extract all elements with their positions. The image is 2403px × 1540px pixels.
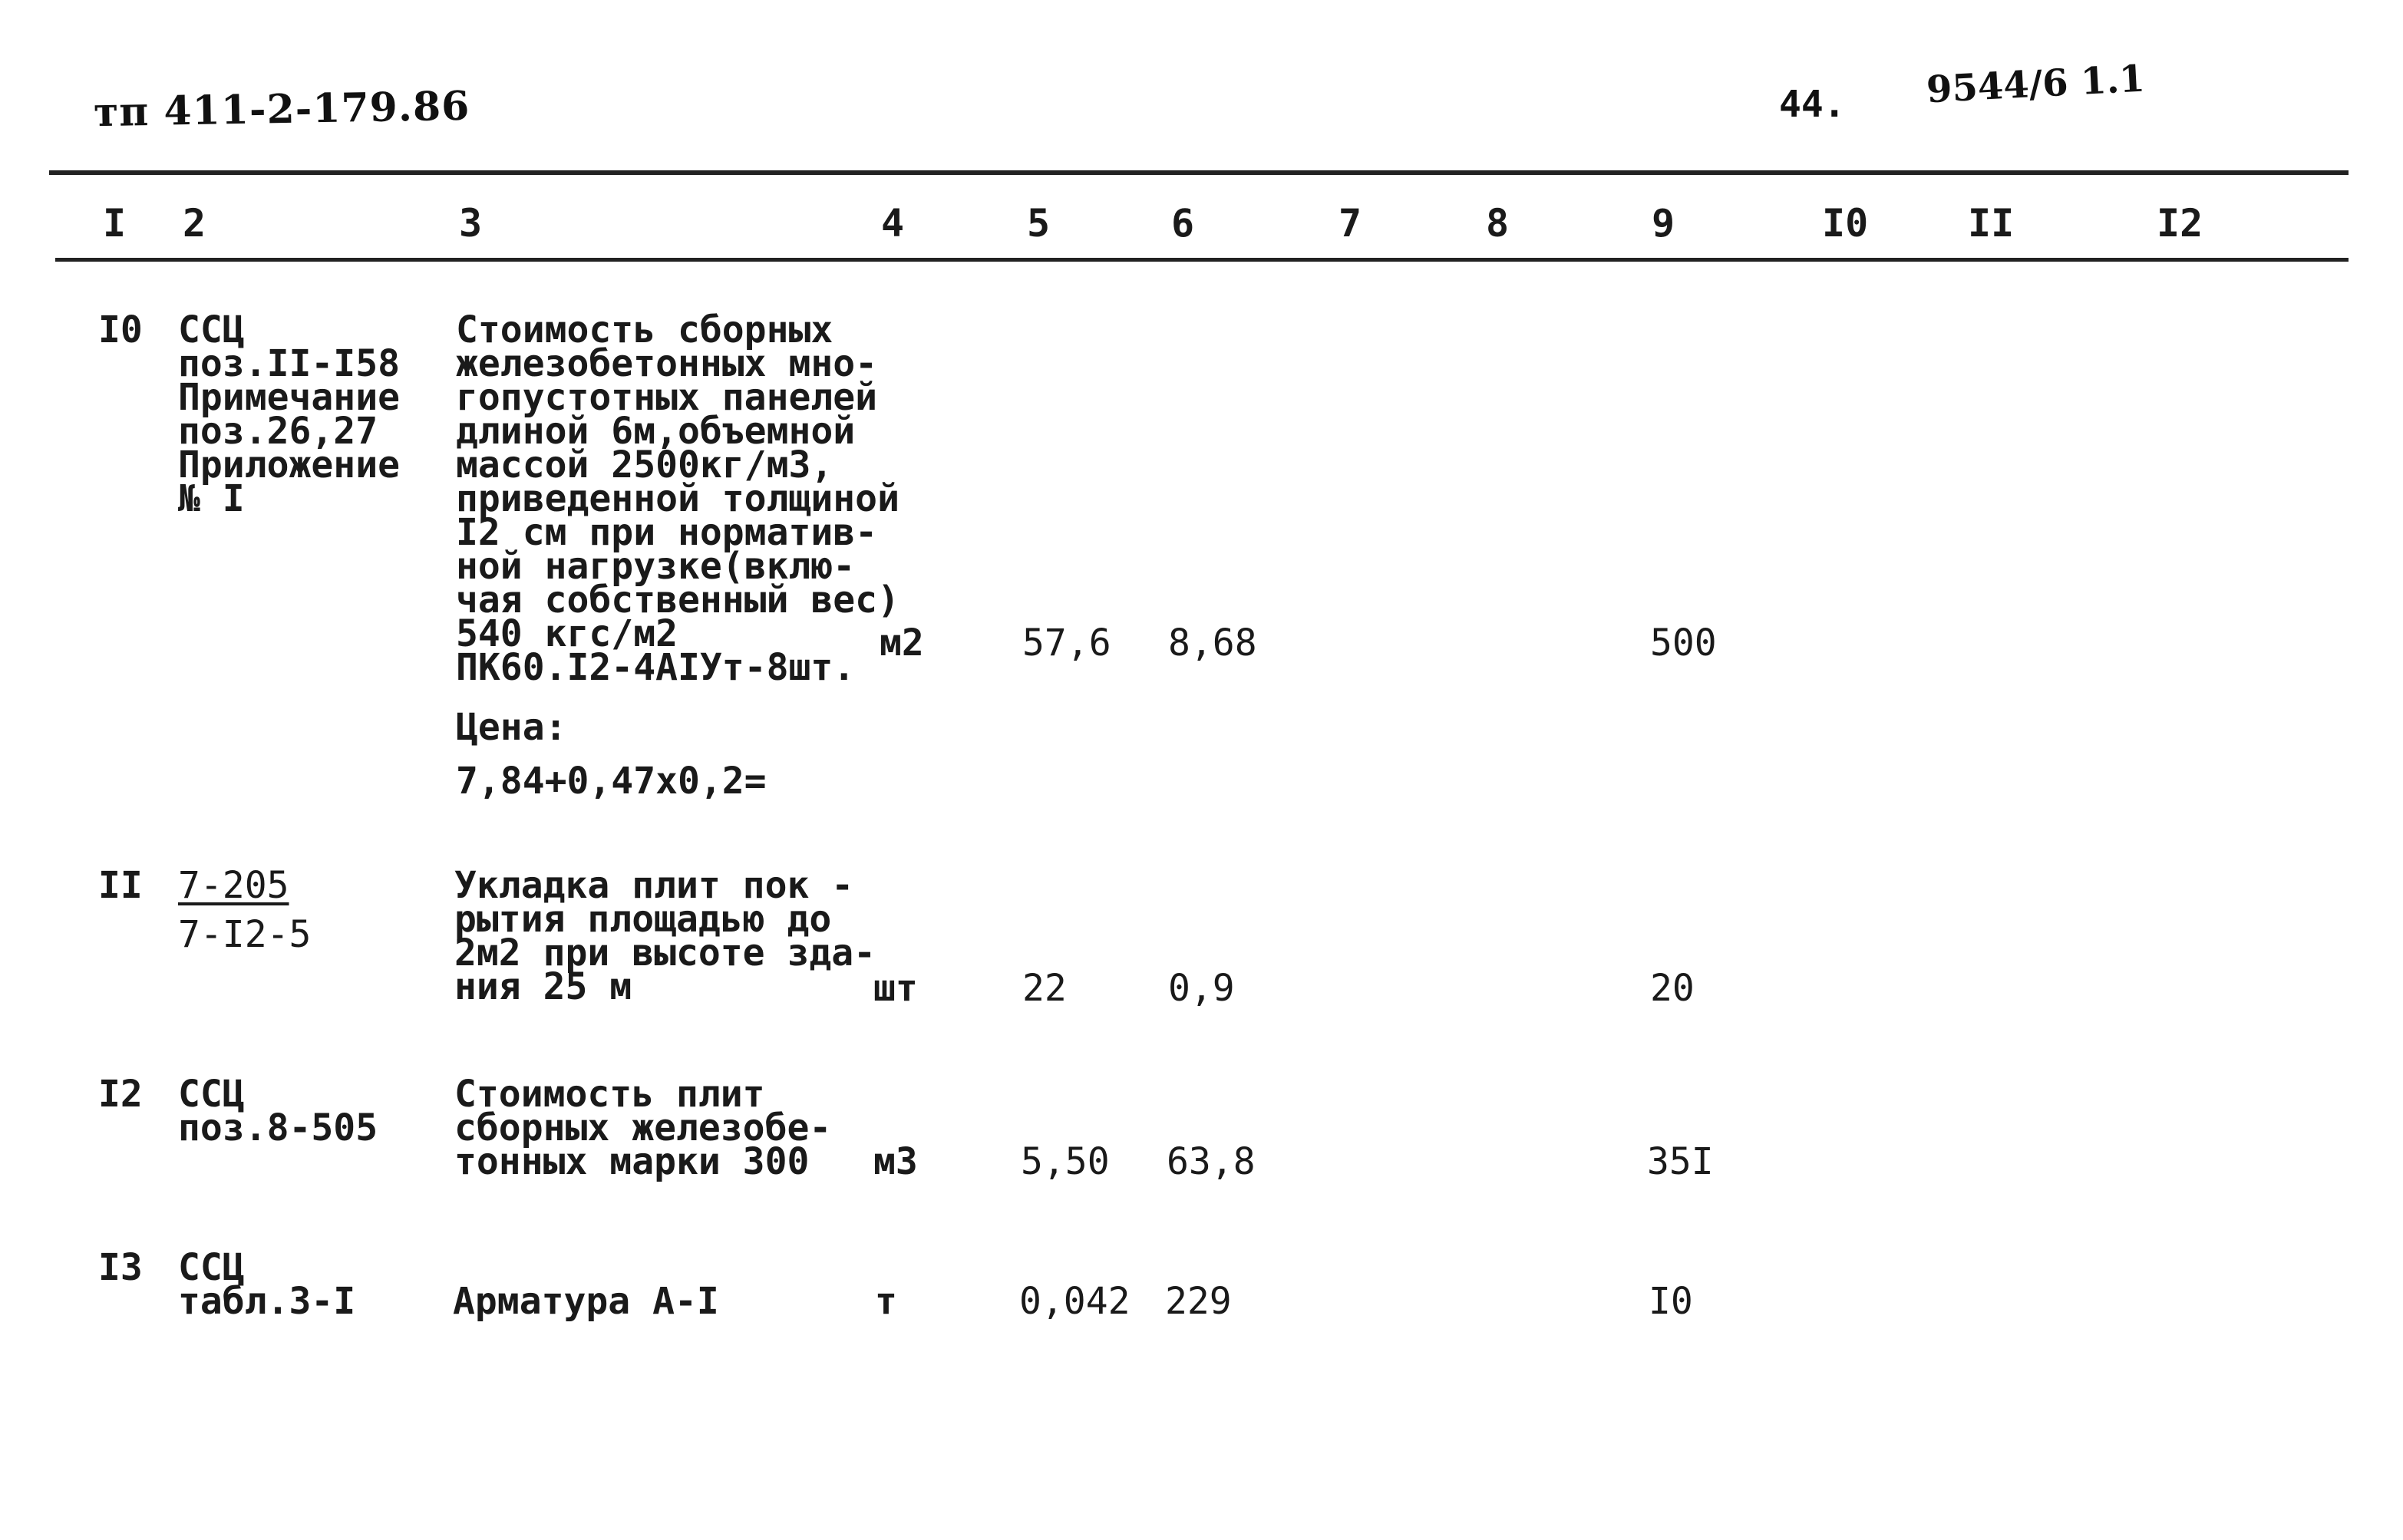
column-header-6: 6 — [1171, 201, 1195, 246]
column-header-10: I0 — [1822, 201, 1869, 246]
column-header-9: 9 — [1652, 201, 1675, 246]
row-quantity: 57,6 — [1022, 622, 1111, 664]
row-reference: ССЦ поз.II-I58 Примечание поз.26,27 Приложение № I — [178, 308, 400, 520]
column-header-8: 8 — [1486, 201, 1510, 246]
column-header-2: 2 — [183, 201, 206, 246]
row-description: Стоимость плит сборных железобе- тонных марки 300 — [454, 1073, 832, 1183]
row-number: II — [98, 864, 143, 907]
row-number: I3 — [98, 1246, 143, 1289]
row-unit-price: 8,68 — [1168, 622, 1257, 664]
row-unit-price: 229 — [1165, 1280, 1232, 1323]
column-header-12: I2 — [2157, 201, 2203, 246]
column-header-3: 3 — [459, 201, 483, 246]
page-number: 44. — [1779, 83, 1846, 126]
row-unit-price: 63,8 — [1167, 1140, 1256, 1183]
column-header-7: 7 — [1338, 201, 1362, 246]
column-header-5: 5 — [1027, 201, 1051, 246]
row-unit: м3 — [873, 1140, 918, 1183]
row-unit: т — [875, 1280, 897, 1323]
row-description: Укладка плит пок - рытия площадью до 2м2 при высоте зда- ния 25 м — [454, 864, 876, 1008]
row-total: 500 — [1650, 622, 1717, 664]
row-number: I0 — [98, 308, 143, 351]
price-label: Цена: — [456, 706, 567, 749]
column-header-4: 4 — [881, 201, 905, 246]
row-unit-price: 0,9 — [1168, 967, 1235, 1010]
row-quantity: 0,042 — [1019, 1280, 1131, 1323]
row-quantity: 22 — [1022, 967, 1067, 1010]
row-reference: ССЦ табл.3-I — [178, 1246, 356, 1323]
row-unit: шт — [873, 967, 918, 1010]
document-code: тп 411-2-179.86 — [93, 82, 470, 137]
row-number: I2 — [98, 1073, 143, 1116]
row-quantity: 5,50 — [1021, 1140, 1110, 1183]
row-description: Стоимость сборных железобетонных мно- гопустотных панелей длиной 6м,объемной массой 2500кг/м3, приведенной толщиной I2 см при норматив- ной нагрузке(вклю- чая собственный вес) 540 кгс/м2 ПК60.I2-4АIУт-8шт. — [456, 308, 899, 689]
top-rule — [49, 170, 2349, 175]
column-header-1: I — [103, 201, 127, 246]
row-total: I0 — [1649, 1280, 1693, 1323]
row-reference-top: 7-205 — [178, 864, 289, 907]
header-rule — [55, 258, 2349, 262]
price-formula: 7,84+0,47х0,2= — [456, 760, 767, 803]
row-total: 35I — [1647, 1140, 1714, 1183]
sheet-reference: 9544/6 1.1 — [1925, 57, 2147, 112]
row-total: 20 — [1650, 967, 1695, 1010]
column-header-11: II — [1968, 201, 2015, 246]
row-unit: м2 — [880, 622, 924, 664]
row-description: Арматура А-I — [453, 1280, 719, 1323]
row-reference: ССЦ поз.8-505 — [178, 1073, 378, 1149]
row-reference-bottom: 7-I2-5 — [178, 913, 312, 956]
